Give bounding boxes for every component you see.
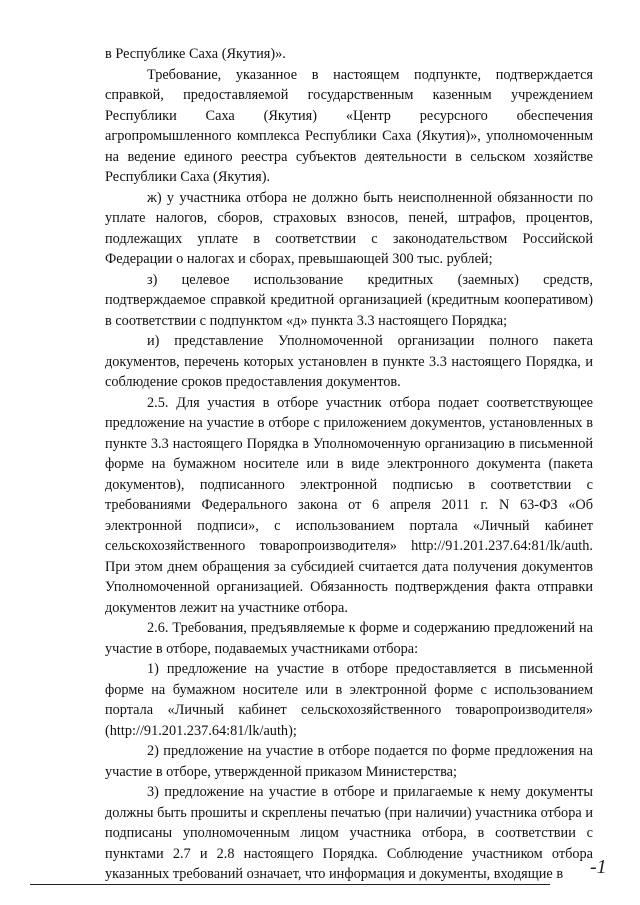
paragraph-section-2-6: 2.6. Требования, предъявляемые к форме и содержанию предложений на участие в отборе, подаваемых участниками отбора:: [105, 620, 593, 657]
document-body: [105, 44, 593, 885]
paragraph-section-2-5: 2.5. Для участия в отборе участник отбора подает соответствующее предложение на участие в отборе с приложением документов, установленных в пункте 3.3 настоящего Порядка в Уполномоченную организацию в письменной форме на бумажном носителе или в виде электронного документа (пакета документов), подписанного электронной подписью в соответствии с требованиями Федерального закона от 6 апреля 2011 г. N 63-ФЗ «Об электронной подписи», с использованием портала «Личный кабинет сельскохозяйственного товаропроизводителя» http://91.201.237.64:81/lk/auth. При этом днем обращения за субсидией считается дата получения документов Уполномоченной организацией. Обязанность подтверждения факта отправки документов лежит на участнике отбора.: [105, 394, 593, 616]
handwritten-page-mark: -1: [590, 856, 607, 878]
paragraph-requirement-confirmation: Требование, указанное в настоящем подпункте, подтверждается справкой, предоставляемой государственным казенным учреждением Республики Саха (Якутия) «Центр ресурсного обеспечения агропромышленного комплекса Республики Саха (Якутия)», уполномоченным на ведение единого реестра субъектов деятельности в сельском хозяйстве Республики Саха (Якутия).: [105, 66, 593, 185]
paragraph-item-i: и) представление Уполномоченной организации полного пакета документов, перечень которых установлен в пункте 3.3 настоящего Порядка, и соблюдение сроков предоставления документов.: [105, 333, 593, 390]
paragraph-item-z: з) целевое использование кредитных (заемных) средств, подтверждаемое справкой кредитной организацией (кредитным кооперативом) в соответствии с подпунктом «д» пункта 3.3 настоящего Порядка;: [105, 271, 593, 329]
footer-divider: [30, 884, 550, 885]
paragraph-subitem-3: 3) предложение на участие в отборе и прилагаемые к нему документы должны быть прошиты и скреплены печатью (при наличии) участника отбора и подписаны уполномоченным лицом участника отбора, в соответствии с пунктами 2.7 и 2.8 настоящего Порядка. Соблюдение участником отбора указанных требований означает, что информация и документы, входящие в: [105, 784, 593, 882]
paragraph-item-zh: ж) у участника отбора не должно быть неисполненной обязанности по уплате налогов, сборов, страховых взносов, пеней, штрафов, процентов, подлежащих уплате в соответствии с законодательством Российской Федерации о налогах и сборах, превышающей 300 тыс. рублей;: [105, 189, 593, 267]
paragraph-subitem-2: 2) предложение на участие в отборе подается по форме предложения на участие в отборе, утвержденной приказом Министерства;: [105, 743, 593, 780]
paragraph-continuation: в Республике Саха (Якутия)».: [105, 46, 286, 62]
paragraph-subitem-1: 1) предложение на участие в отборе предоставляется в письменной форме на бумажном носителе или в электронной форме с использованием портала «Личный кабинет сельскохозяйственного товаропроизводителя» (http://91.201.237.64:81/lk/auth);: [105, 661, 593, 739]
